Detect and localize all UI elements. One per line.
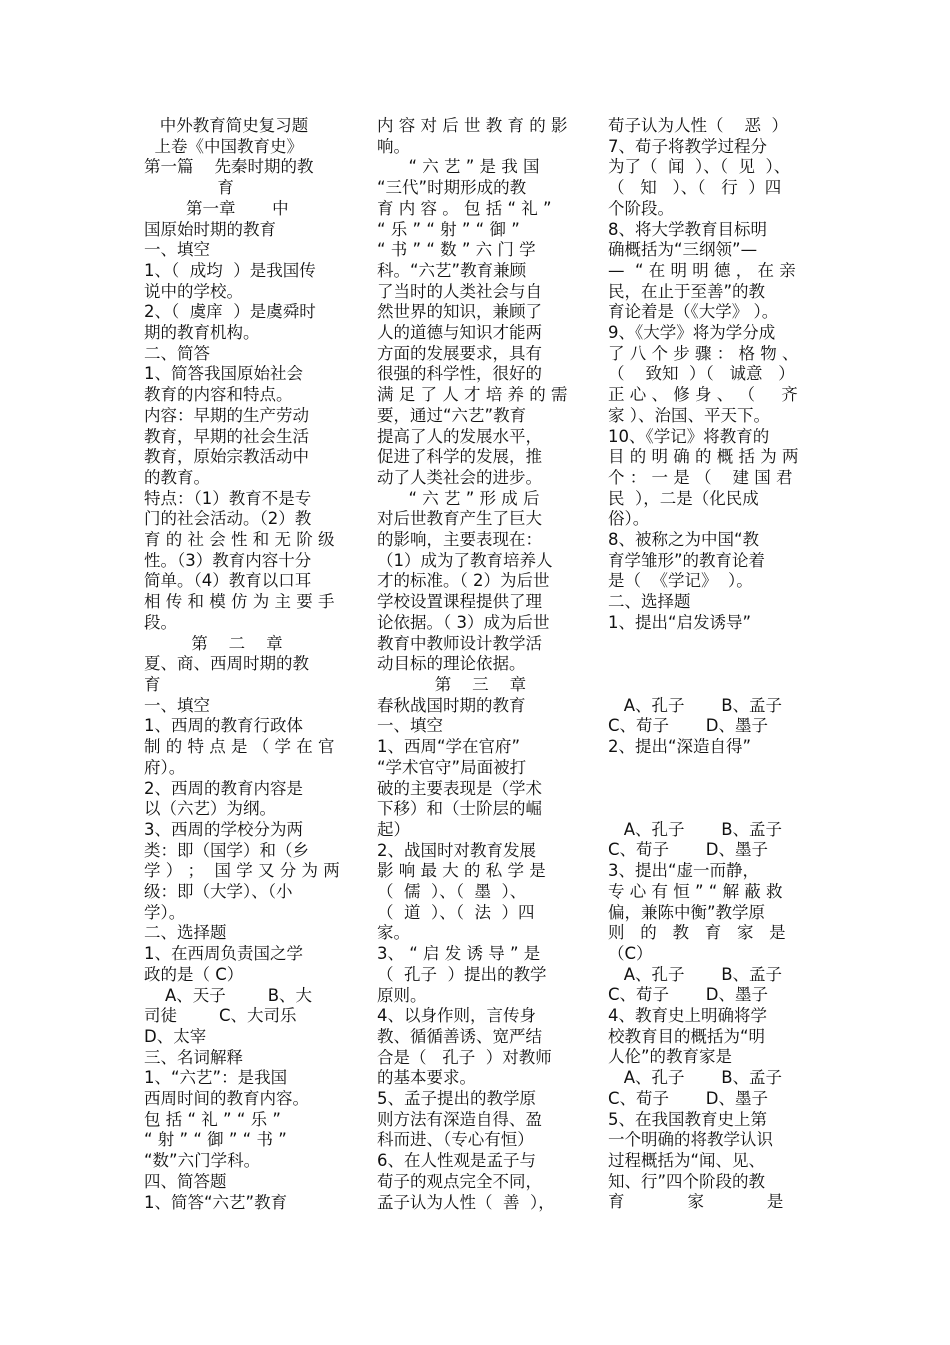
text-line: A、孔子 B、孟子	[608, 964, 783, 984]
text-line: A、孔子 B、孟子	[608, 695, 783, 715]
text-line: 提高了人的发展水平，	[377, 426, 542, 446]
text-line: 为了（ 闻 ）、（ 见 ）、	[608, 157, 791, 177]
text-line: 第 二 章	[144, 633, 283, 653]
text-line: “学术官守”局面被打	[377, 757, 527, 777]
text-line: 动了人类社会的进步。	[377, 467, 542, 487]
text-line: 第一章 中	[144, 198, 289, 218]
text-line: 教育，原始宗教活动中	[144, 447, 309, 467]
text-line: 以（六艺）为纲。	[144, 799, 276, 819]
text-line: 二、选择题	[144, 923, 227, 943]
text-line: 5、孟子提出的教学原	[377, 1089, 536, 1109]
text-line: 简单。（4）教育以口耳	[144, 571, 312, 591]
text-line: 正 心 、 修 身 、 （ 齐	[608, 385, 798, 405]
text-line: 说中的学校。	[144, 281, 243, 301]
text-line: 2、（ 虞庠 ）是虞舜时	[144, 302, 316, 322]
text-line: 响。	[377, 136, 410, 156]
text-line: 人伦”的教育家是	[608, 1047, 733, 1067]
text-line: C、荀子 D、墨子	[608, 840, 768, 860]
text-line: 是（ 《学记》 ）。	[608, 571, 753, 591]
text-line: （ 知 ）、（ 行 ）四	[608, 178, 782, 198]
text-line: 7、荀子将教学过程分	[608, 136, 767, 156]
text-line: 然世界的知识，兼顾了	[377, 302, 542, 322]
text-line: 1、（ 成均 ）是我国传	[144, 260, 316, 280]
text-line: “ 乐 ” “ 射 ” “ 御 ”	[377, 219, 520, 239]
text-line: 育 内 容 。 包 括 “ 礼 ”	[377, 198, 552, 218]
text-line: 1、简答我国原始社会	[144, 364, 303, 384]
text-line: 科而进、（专心有恒）	[377, 1130, 534, 1150]
text-line: 育	[144, 178, 234, 198]
text-line: 1、简答“六艺”教育	[144, 1192, 288, 1212]
text-column-1	[144, 116, 344, 1213]
text-line: 5、在我国教育史上第	[608, 1109, 767, 1129]
text-line: 民，在止于至善”的教	[608, 281, 766, 301]
text-line: 夏、商、西周时期的教	[144, 654, 309, 674]
text-line: 起）	[377, 819, 410, 839]
text-line: 4、以身作则，言传身	[377, 1006, 536, 1026]
text-line: 学）。	[144, 902, 186, 922]
text-line: 门的社会活动。（2）教	[144, 509, 312, 529]
text-line: 1、提出“启发诱导”	[608, 612, 752, 632]
text-line: 育	[144, 674, 161, 694]
text-line: 期的教育机构。	[144, 323, 260, 343]
text-line: C、荀子 D、墨子	[608, 716, 768, 736]
text-line: 2、提出“深造自得”	[608, 736, 752, 756]
text-line: 二、选择题	[608, 592, 691, 612]
text-line: 制 的 特 点 是 （ 学 在 官	[144, 737, 335, 757]
text-line: 3、 “ 启 发 诱 导 ” 是	[377, 944, 541, 964]
text-line: 荀子的观点完全不同，	[377, 1171, 542, 1191]
text-line: “三代”时期形成的教	[377, 178, 527, 198]
text-line: 下移）和（士阶层的崛	[377, 799, 542, 819]
text-line: 促进了科学的发展，推	[377, 447, 542, 467]
text-line: 三、名词解释	[144, 1047, 243, 1067]
text-line: 段。	[144, 612, 177, 632]
text-line: 1、西周的教育行政体	[144, 716, 303, 736]
text-line: 荀子认为人性（ 恶 ）	[608, 116, 788, 135]
text-line: 类：即（国学）和（乡	[144, 840, 309, 860]
text-line: 满 足 了 人 才 培 养 的 需	[377, 385, 568, 405]
text-line: 动目标的理论依据。	[377, 654, 526, 674]
text-line: 则方法有深造自得、盈	[377, 1109, 542, 1129]
text-line: 学校设置课程提供了理	[377, 592, 542, 612]
text-line: 人的道德与知识才能两	[377, 323, 542, 343]
text-line: 校教育目的概括为“明	[608, 1026, 766, 1046]
text-line: 的基本要求。	[377, 1068, 476, 1088]
text-line: — “ 在 明 明 德 ， 在 亲	[608, 260, 796, 280]
text-column-3	[608, 116, 808, 1213]
text-line: D、太宰	[144, 1026, 207, 1046]
text-line: 学 ） ； 国 学 又 分 为 两	[144, 861, 340, 881]
text-line: （1）成为了教育培养人	[377, 550, 553, 570]
text-line: 3、提出“虚一而静，	[608, 861, 760, 881]
text-line: 上卷《中国教育史》	[144, 136, 303, 156]
text-line: 很强的科学性，很好的	[377, 364, 542, 384]
text-line: 偏，兼陈中衡”教学原	[608, 902, 766, 922]
text-line: 包 括 “ 礼 ” “ 乐 ”	[144, 1109, 281, 1129]
text-line: 1、“六艺”：是我国	[144, 1068, 288, 1088]
text-line: 中外教育简史复习题	[144, 116, 309, 135]
text-line: 3、西周的学校分为两	[144, 819, 303, 839]
text-line: （ 孔子 ）提出的教学	[377, 964, 547, 984]
text-line: “ 六 艺 ” 是 我 国	[377, 157, 540, 177]
text-line: 则 的 教 育 家 是	[608, 923, 786, 943]
text-line: 民 ），二是（化民成	[608, 488, 759, 508]
blank-space	[608, 758, 808, 820]
text-line: 俗）。	[608, 509, 650, 529]
text-line: 1、在西周负责国之学	[144, 944, 303, 964]
text-line: 家 ）、治国、平天下。	[608, 405, 770, 425]
text-line: 8、被称之为中国“教	[608, 530, 760, 550]
text-line: 一、填空	[144, 240, 210, 260]
text-line: A、孔子 B、孟子	[608, 819, 783, 839]
text-line: 知、行”四个阶段的教	[608, 1171, 766, 1191]
text-line: 内 容 对 后 世 教 育 的 影	[377, 116, 568, 135]
text-line: 个阶段。	[608, 198, 674, 218]
text-line: （ 道 ）、（ 法 ）四	[377, 902, 535, 922]
text-line: A、孔子 B、孟子	[608, 1068, 783, 1088]
text-column-2	[377, 116, 577, 1213]
text-line: 破的主要表现是（学术	[377, 778, 542, 798]
text-line: 家。	[377, 923, 410, 943]
text-line: 政的是（ C）	[144, 964, 244, 984]
text-line: 第 三 章	[377, 674, 527, 694]
text-line: 的教育。	[144, 467, 210, 487]
text-line: 二、简答	[144, 343, 210, 363]
text-line: C、荀子 D、墨子	[608, 985, 768, 1005]
text-line: 相 传 和 模 仿 为 主 要 手	[144, 592, 335, 612]
text-line: 确概括为“三纲领”—	[608, 240, 758, 260]
text-line: 4、教育史上明确将学	[608, 1006, 767, 1026]
text-line: 个 ： 一 是 （ 建 国 君	[608, 467, 793, 487]
text-line: 教育，早期的社会生活	[144, 426, 309, 446]
text-line: 9、《大学》将为学分成	[608, 323, 776, 343]
text-line: 1、西周“学在官府”	[377, 737, 521, 757]
text-line: 育论着是（《大学》 ）。	[608, 302, 779, 322]
text-line: 一、填空	[377, 716, 443, 736]
text-line: 专 心 有 恒 ” “ 解 蔽 救	[608, 881, 783, 901]
text-line: 育学雏形”的教育论着	[608, 550, 766, 570]
text-line: “ 书 ” “ 数 ” 六 门 学	[377, 240, 536, 260]
text-line: “数”六门学科。	[144, 1151, 261, 1171]
text-line: 合是（ 孔子 ）对教师	[377, 1047, 552, 1067]
text-line: 的影响，主要表现在：	[377, 530, 542, 550]
text-line: 育 的 社 会 性 和 无 阶 级	[144, 530, 335, 550]
text-line: （C）	[608, 943, 653, 963]
text-line: “ 射 ” “ 御 ” “ 书 ”	[144, 1130, 287, 1150]
text-line: 目 的 明 确 的 概 括 为 两	[608, 447, 799, 467]
text-line: （ 致知 ）（ 诚意 ）	[608, 364, 795, 384]
text-line: 才的标准。（ 2）为后世	[377, 571, 550, 591]
text-line: 教育中教师设计教学活	[377, 633, 542, 653]
text-line: 方面的发展要求，具有	[377, 343, 542, 363]
text-line: 6、在人性观是孟子与	[377, 1151, 536, 1171]
text-line: 影 响 最 大 的 私 学 是	[377, 861, 546, 881]
text-line: 春秋战国时期的教育	[377, 695, 526, 715]
text-line: 教育的内容和特点。	[144, 385, 293, 405]
text-line: 10、《学记》将教育的	[608, 426, 770, 446]
text-line: 原则。	[377, 985, 427, 1005]
text-line: 级：即（大学）、（小	[144, 882, 293, 902]
text-line: 论依据。（ 3）成为后世	[377, 612, 550, 632]
text-line: 一、填空	[144, 695, 210, 715]
text-line: 国原始时期的教育	[144, 219, 276, 239]
text-line: 教、循循善诱、宽严结	[377, 1026, 542, 1046]
text-line: 了当时的人类社会与自	[377, 281, 542, 301]
text-line: 一个明确的将教学认识	[608, 1130, 773, 1150]
text-line: 司徒 C、大司乐	[144, 1006, 297, 1026]
text-line: 2、西周的教育内容是	[144, 778, 303, 798]
text-line: 过程概括为“闻、见、	[608, 1150, 766, 1170]
text-line: （ 儒 ）、（ 墨 ）、	[377, 882, 527, 902]
text-line: 特点：（1）教育不是专	[144, 488, 312, 508]
text-line: 第一篇 先秦时期的教	[144, 157, 314, 177]
text-line: 了 八 个 步 骤 ： 格 物 、	[608, 343, 799, 363]
text-line: “ 六 艺 ” 形 成 后	[377, 488, 540, 508]
text-line: 育 家 是	[608, 1192, 784, 1212]
text-line: A、天子 B、大	[144, 985, 313, 1005]
text-line: C、荀子 D、墨子	[608, 1088, 768, 1108]
text-line: 内容：早期的生产劳动	[144, 405, 309, 425]
text-line: 对后世教育产生了巨大	[377, 509, 542, 529]
text-line: 西周时间的教育内容。	[144, 1089, 309, 1109]
text-line: 府）。	[144, 757, 186, 777]
text-line: 2、战国时对教育发展	[377, 840, 536, 860]
text-line: 四、简答题	[144, 1171, 227, 1191]
blank-space	[608, 634, 808, 696]
text-line: 要，通过“六艺”教育	[377, 405, 527, 425]
text-line: 孟子认为人性（ 善 ），	[377, 1192, 555, 1212]
text-line: 性。（3）教育内容十分	[144, 550, 312, 570]
text-line: 科。“六艺”教育兼顾	[377, 260, 527, 280]
text-line: 8、将大学教育目标明	[608, 219, 767, 239]
